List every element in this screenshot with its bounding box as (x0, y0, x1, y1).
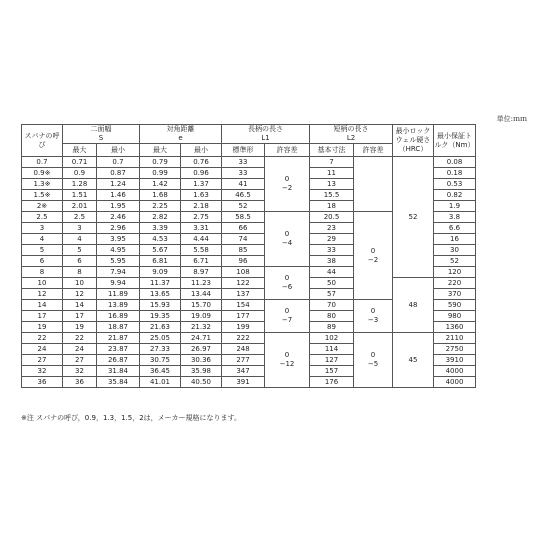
cell-l1-standard: 277 (222, 355, 265, 366)
header-l1-group: 長柄の長さ (248, 125, 283, 133)
cell-e-max: 41.01 (140, 377, 181, 388)
cell-l1-tolerance (265, 157, 310, 212)
header-s-max: 最大 (63, 144, 97, 157)
cell-nominal: 19 (22, 322, 63, 333)
cell-e-min: 21.32 (181, 322, 222, 333)
cell-s-max: 1.51 (63, 190, 97, 201)
cell-e-min: 2.18 (181, 201, 222, 212)
header-l2-symbol: L2 (346, 134, 356, 142)
cell-s-max: 19 (63, 322, 97, 333)
cell-s-max: 2.5 (63, 212, 97, 223)
header-l2-basic: 基本寸法 (310, 144, 354, 157)
tolerance-upper: 0 (284, 175, 290, 183)
cell-e-min: 4.44 (181, 234, 222, 245)
cell-l1-standard: 108 (222, 267, 265, 278)
table-row (22, 267, 522, 278)
header-s (63, 125, 140, 144)
cell-e-min: 35.98 (181, 366, 222, 377)
cell-torque: 1360 (434, 322, 476, 333)
cell-l2-basic: 176 (310, 377, 354, 388)
cell-e-min: 3.31 (181, 223, 222, 234)
header-l1 (222, 125, 310, 144)
cell-e-min: 26.97 (181, 344, 222, 355)
cell-nominal: 36 (22, 377, 63, 388)
cell-s-min: 35.84 (97, 377, 140, 388)
cell-l1-tolerance (265, 300, 310, 333)
header-e-symbol: e (178, 134, 183, 142)
cell-torque: 0.18 (434, 168, 476, 179)
cell-s-min: 2.96 (97, 223, 140, 234)
cell-torque: 0.08 (434, 157, 476, 168)
cell-l1-standard: 199 (222, 322, 265, 333)
cell-s-min: 5.95 (97, 256, 140, 267)
cell-s-min: 9.94 (97, 278, 140, 289)
header-s-group: 二面幅 (90, 125, 112, 133)
cell-s-max: 1.28 (63, 179, 97, 190)
cell-l2-basic: 18 (310, 201, 354, 212)
header-nominal: スパナの呼び (22, 125, 63, 157)
cell-l1-standard: 122 (222, 278, 265, 289)
cell-s-max: 0.71 (63, 157, 97, 168)
cell-l2-basic: 13 (310, 179, 354, 190)
cell-l1-standard: 52 (222, 201, 265, 212)
cell-s-max: 32 (63, 366, 97, 377)
cell-torque: 3910 (434, 355, 476, 366)
cell-s-min: 11.89 (97, 289, 140, 300)
cell-l2-tolerance (354, 212, 393, 300)
cell-hrc: 48 (393, 278, 434, 333)
header-e-min: 最小 (181, 144, 222, 157)
cell-e-min: 11.23 (181, 278, 222, 289)
header-torque: 最小保証トルク（Nm） (434, 125, 476, 157)
cell-nominal: 27 (22, 355, 63, 366)
cell-torque: 16 (434, 234, 476, 245)
table-row (22, 157, 522, 168)
cell-e-max: 0.79 (140, 157, 181, 168)
cell-s-min: 26.87 (97, 355, 140, 366)
cell-e-max: 9.09 (140, 267, 181, 278)
cell-s-min: 1.95 (97, 201, 140, 212)
cell-e-min: 19.09 (181, 311, 222, 322)
cell-s-max: 24 (63, 344, 97, 355)
cell-l2-basic: 33 (310, 245, 354, 256)
cell-torque: 4000 (434, 377, 476, 388)
cell-torque: 980 (434, 311, 476, 322)
table-row (22, 333, 522, 344)
cell-l1-standard: 74 (222, 234, 265, 245)
cell-l2-basic: 23 (310, 223, 354, 234)
cell-l2-basic: 89 (310, 322, 354, 333)
tolerance-upper: 0 (284, 307, 290, 315)
cell-nominal: 3 (22, 223, 63, 234)
footnote: ※注 スパナの呼び，0.9，1.3，1.5，2は，メーカー規格になります。 (21, 414, 241, 422)
cell-l2-tolerance (354, 157, 393, 212)
cell-l2-tolerance (354, 300, 393, 333)
spanner-dimension-table (21, 124, 522, 388)
cell-hrc: 45 (393, 333, 434, 388)
cell-nominal: 0.9※ (22, 168, 63, 179)
header-l2-tolerance: 許容差 (354, 144, 393, 157)
cell-s-min: 1.46 (97, 190, 140, 201)
cell-s-min: 7.94 (97, 267, 140, 278)
cell-e-max: 3.39 (140, 223, 181, 234)
cell-e-max: 19.35 (140, 311, 181, 322)
cell-e-max: 21.63 (140, 322, 181, 333)
cell-nominal: 5 (22, 245, 63, 256)
cell-e-max: 30.75 (140, 355, 181, 366)
cell-l2-basic: 44 (310, 267, 354, 278)
cell-torque: 370 (434, 289, 476, 300)
cell-e-min: 6.71 (181, 256, 222, 267)
cell-torque: 220 (434, 278, 476, 289)
header-l2-group: 短柄の長さ (333, 125, 369, 133)
cell-s-min: 23.87 (97, 344, 140, 355)
tolerance-lower: −4 (281, 239, 293, 247)
header-s-symbol: S (98, 134, 104, 142)
cell-l1-tolerance (265, 267, 310, 300)
cell-torque: 0.53 (434, 179, 476, 190)
header-l1-symbol: L1 (261, 134, 270, 142)
tolerance-upper: 0 (370, 307, 376, 315)
cell-e-max: 0.99 (140, 168, 181, 179)
cell-nominal: 2※ (22, 201, 63, 212)
cell-nominal: 10 (22, 278, 63, 289)
cell-e-min: 24.71 (181, 333, 222, 344)
table-row (22, 212, 522, 223)
cell-e-max: 5.67 (140, 245, 181, 256)
cell-l1-standard: 58.5 (222, 212, 265, 223)
tolerance-upper: 0 (284, 351, 290, 359)
cell-l1-standard: 347 (222, 366, 265, 377)
cell-l1-standard: 85 (222, 245, 265, 256)
table-row (22, 300, 522, 311)
cell-nominal: 24 (22, 344, 63, 355)
cell-s-max: 4 (63, 234, 97, 245)
cell-torque: 0.82 (434, 190, 476, 201)
cell-l2-basic: 38 (310, 256, 354, 267)
cell-s-min: 3.95 (97, 234, 140, 245)
cell-e-max: 11.37 (140, 278, 181, 289)
cell-s-min: 21.87 (97, 333, 140, 344)
unit-label: 単位:ｍｍ (496, 115, 527, 123)
cell-nominal: 22 (22, 333, 63, 344)
tolerance-upper: 0 (370, 246, 376, 255)
cell-e-min: 0.96 (181, 168, 222, 179)
cell-s-max: 14 (63, 300, 97, 311)
cell-e-min: 40.50 (181, 377, 222, 388)
header-e-max: 最大 (140, 144, 181, 157)
header-s-min: 最小 (97, 144, 140, 157)
cell-s-min: 16.89 (97, 311, 140, 322)
cell-e-max: 6.81 (140, 256, 181, 267)
cell-l2-basic: 70 (310, 300, 354, 311)
cell-nominal: 14 (22, 300, 63, 311)
cell-nominal: 1.3※ (22, 179, 63, 190)
cell-l2-basic: 15.5 (310, 190, 354, 201)
tolerance-upper: 0 (284, 230, 290, 238)
cell-torque: 120 (434, 267, 476, 278)
cell-torque: 52 (434, 256, 476, 267)
tolerance-upper: 0 (370, 351, 376, 359)
tolerance-lower: −7 (281, 316, 293, 324)
cell-e-min: 0.76 (181, 157, 222, 168)
cell-torque: 590 (434, 300, 476, 311)
cell-l1-standard: 33 (222, 168, 265, 179)
cell-l2-tolerance (354, 333, 393, 388)
header-l1-standard: 標準形 (222, 144, 265, 157)
header-hrc: 最小ロックウェル硬さ（HRC） (393, 125, 434, 157)
cell-e-min: 15.70 (181, 300, 222, 311)
cell-torque: 30 (434, 245, 476, 256)
cell-l1-standard: 391 (222, 377, 265, 388)
tolerance-lower: −3 (367, 316, 379, 324)
cell-s-min: 0.87 (97, 168, 140, 179)
cell-nominal: 32 (22, 366, 63, 377)
cell-l1-standard: 66 (222, 223, 265, 234)
cell-l1-standard: 248 (222, 344, 265, 355)
cell-e-max: 4.53 (140, 234, 181, 245)
tolerance-lower: −12 (279, 360, 295, 368)
cell-l1-standard: 96 (222, 256, 265, 267)
cell-l2-basic: 7 (310, 157, 354, 168)
cell-e-max: 27.33 (140, 344, 181, 355)
cell-torque: 6.6 (434, 223, 476, 234)
header-e (140, 125, 222, 144)
cell-e-min: 5.58 (181, 245, 222, 256)
cell-e-min: 2.75 (181, 212, 222, 223)
cell-e-max: 36.45 (140, 366, 181, 377)
cell-s-min: 2.46 (97, 212, 140, 223)
cell-l2-basic: 127 (310, 355, 354, 366)
cell-e-min: 8.97 (181, 267, 222, 278)
cell-nominal: 0.7 (22, 157, 63, 168)
cell-nominal: 1.5※ (22, 190, 63, 201)
cell-nominal: 4 (22, 234, 63, 245)
cell-e-min: 1.63 (181, 190, 222, 201)
cell-e-max: 1.68 (140, 190, 181, 201)
cell-nominal: 2.5 (22, 212, 63, 223)
cell-s-min: 31.84 (97, 366, 140, 377)
cell-torque: 3.8 (434, 212, 476, 223)
tolerance-lower: −6 (281, 283, 293, 291)
cell-l1-standard: 137 (222, 289, 265, 300)
cell-nominal: 17 (22, 311, 63, 322)
cell-l2-basic: 11 (310, 168, 354, 179)
cell-torque: 2110 (434, 333, 476, 344)
cell-s-min: 18.87 (97, 322, 140, 333)
cell-s-min: 13.89 (97, 300, 140, 311)
cell-torque: 1.9 (434, 201, 476, 212)
cell-l2-basic: 50 (310, 278, 354, 289)
cell-l1-standard: 177 (222, 311, 265, 322)
cell-s-max: 8 (63, 267, 97, 278)
cell-s-max: 12 (63, 289, 97, 300)
cell-l1-tolerance (265, 333, 310, 388)
cell-e-max: 1.42 (140, 179, 181, 190)
cell-l2-basic: 57 (310, 289, 354, 300)
cell-l1-tolerance (265, 212, 310, 267)
cell-e-min: 30.36 (181, 355, 222, 366)
cell-s-max: 10 (63, 278, 97, 289)
cell-s-max: 36 (63, 377, 97, 388)
cell-l2-basic: 157 (310, 366, 354, 377)
cell-l1-standard: 46.5 (222, 190, 265, 201)
cell-hrc: 52 (393, 157, 434, 278)
cell-nominal: 12 (22, 289, 63, 300)
cell-s-max: 17 (63, 311, 97, 322)
cell-s-max: 27 (63, 355, 97, 366)
cell-nominal: 8 (22, 267, 63, 278)
cell-l2-basic: 114 (310, 344, 354, 355)
cell-torque: 2750 (434, 344, 476, 355)
header-l2 (310, 125, 393, 144)
cell-l2-basic: 80 (310, 311, 354, 322)
cell-s-max: 22 (63, 333, 97, 344)
cell-nominal: 6 (22, 256, 63, 267)
cell-torque: 4000 (434, 366, 476, 377)
cell-l1-standard: 222 (222, 333, 265, 344)
cell-s-min: 1.24 (97, 179, 140, 190)
cell-s-min: 0.7 (97, 157, 140, 168)
cell-l1-standard: 154 (222, 300, 265, 311)
tolerance-lower: −2 (367, 255, 379, 264)
cell-l1-standard: 41 (222, 179, 265, 190)
cell-s-max: 5 (63, 245, 97, 256)
cell-e-max: 15.93 (140, 300, 181, 311)
cell-s-min: 4.95 (97, 245, 140, 256)
cell-l1-standard: 33 (222, 157, 265, 168)
cell-l2-basic: 102 (310, 333, 354, 344)
cell-s-max: 3 (63, 223, 97, 234)
cell-e-min: 1.37 (181, 179, 222, 190)
cell-s-max: 2.01 (63, 201, 97, 212)
cell-e-min: 13.44 (181, 289, 222, 300)
cell-s-max: 6 (63, 256, 97, 267)
cell-e-max: 13.65 (140, 289, 181, 300)
cell-e-max: 2.25 (140, 201, 181, 212)
cell-l2-basic: 20.5 (310, 212, 354, 223)
header-l1-tolerance: 許容差 (265, 144, 310, 157)
header-e-group: 対角距離 (166, 125, 195, 133)
tolerance-upper: 0 (284, 274, 290, 282)
table-body (22, 157, 522, 388)
cell-e-max: 25.05 (140, 333, 181, 344)
cell-s-max: 0.9 (63, 168, 97, 179)
cell-l2-basic: 29 (310, 234, 354, 245)
tolerance-lower: −2 (281, 184, 293, 192)
cell-e-max: 2.82 (140, 212, 181, 223)
tolerance-lower: −5 (367, 360, 379, 368)
